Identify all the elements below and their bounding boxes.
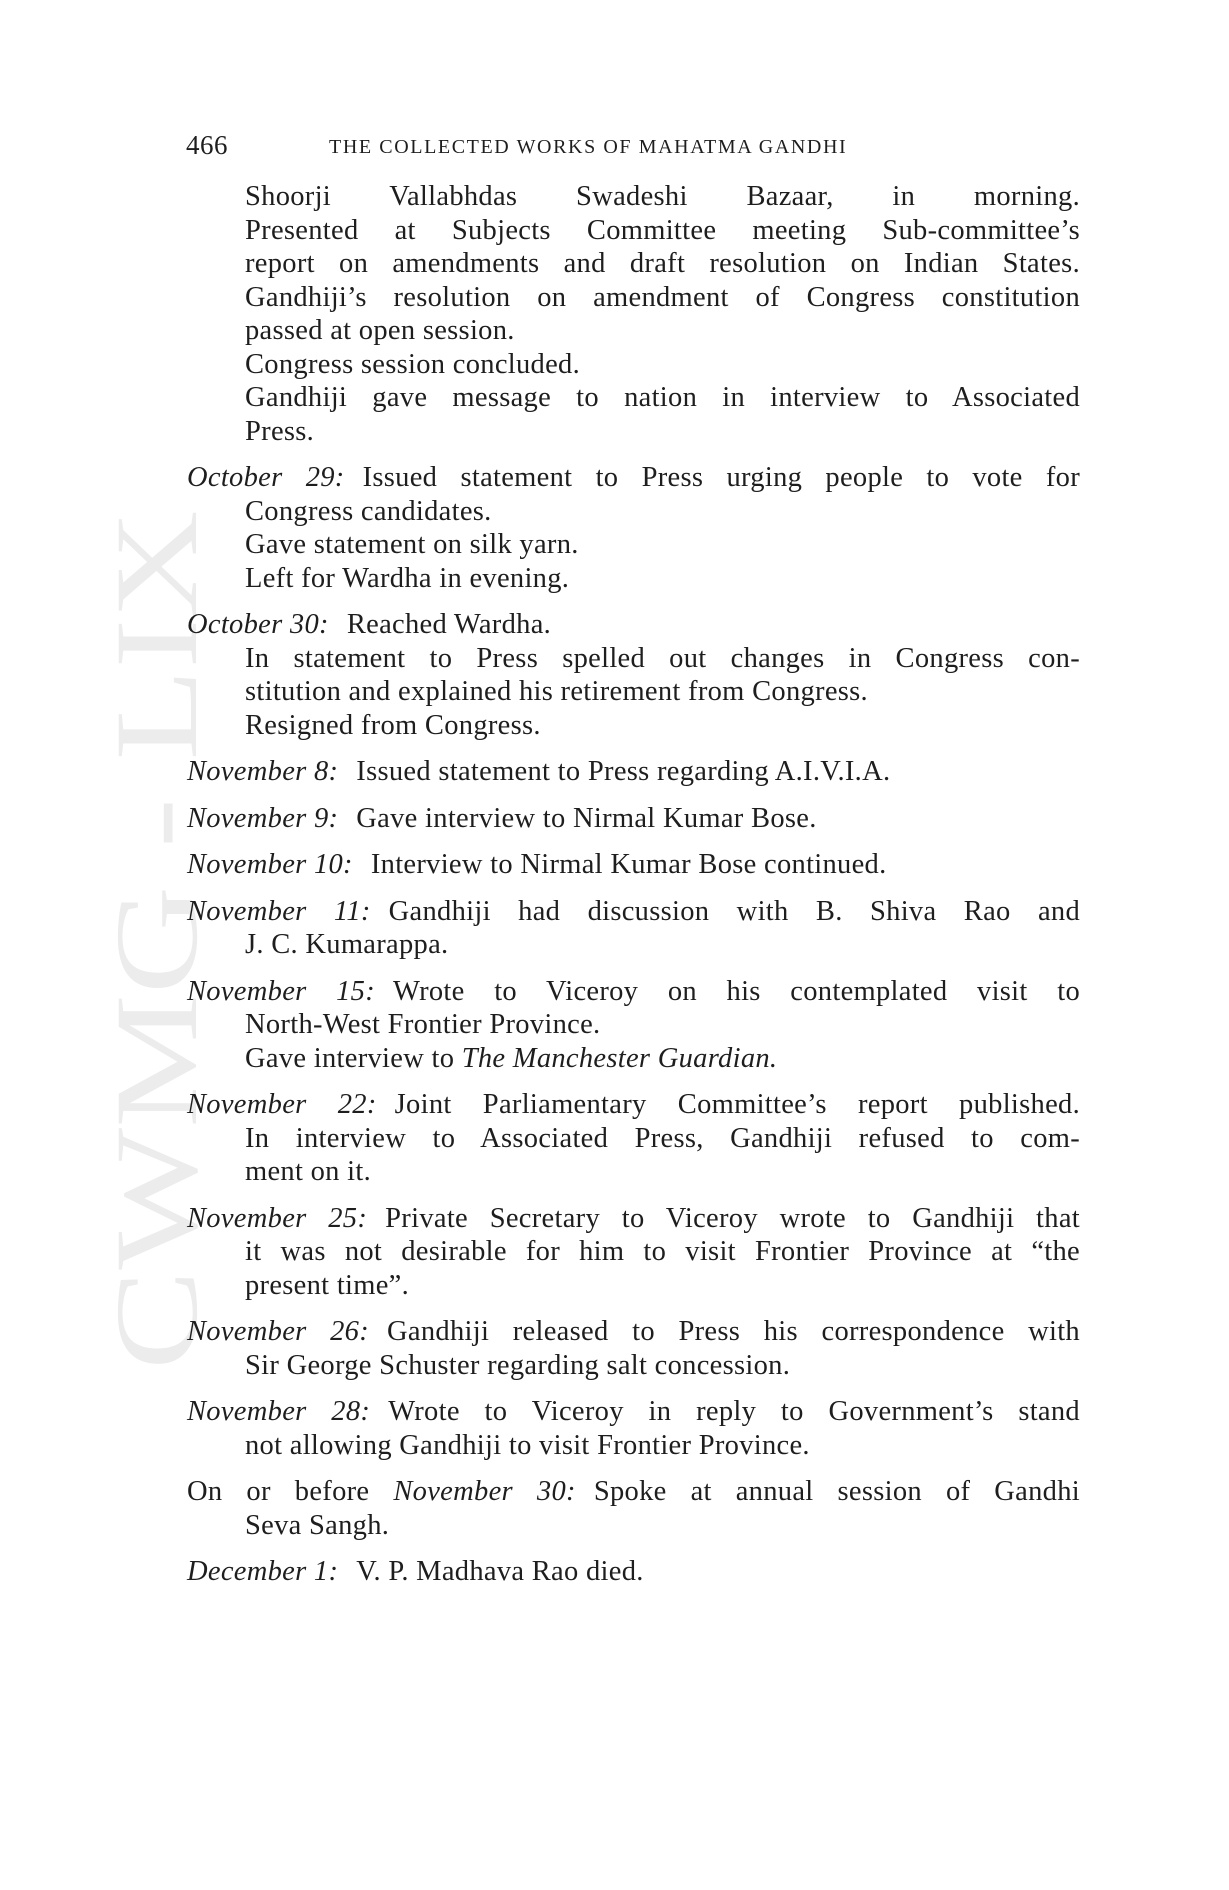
entry-date: November 10:: [187, 849, 353, 880]
entry-text: present time”.: [245, 1269, 410, 1301]
chronology-entry: [187, 608, 1080, 742]
entry-date: November 11:: [187, 895, 371, 927]
entry-date: November 25:: [187, 1202, 368, 1234]
entry-text: Issued statement to Press urging people to vote for: [362, 462, 1080, 493]
entry-date: November 22:: [187, 1089, 377, 1120]
entry-text: North-West Frontier Province.: [245, 1009, 601, 1040]
entry-date: November 15:: [187, 975, 376, 1007]
entry-text: Gave interview to: [245, 1042, 462, 1074]
entry-date: December 1:: [187, 1556, 339, 1587]
text-line: Shoorji Vallabhdas Swadeshi Bazaar, in morning.: [245, 181, 1080, 212]
entry-text: Spoke at annual session of Gandhi: [593, 1476, 1080, 1507]
entry-text: not allowing Gandhiji to visit Frontier Province.: [245, 1429, 810, 1461]
entry-date: October 30:: [187, 609, 329, 640]
text-line: passed at open session.: [245, 315, 515, 346]
entry-text: Sir George Schuster regarding salt concession.: [245, 1349, 791, 1381]
intro-paragraph: [187, 180, 1080, 448]
entry-date: October 29:: [187, 462, 345, 493]
entry-text: Gave statement on silk yarn.: [245, 529, 579, 560]
text-line: Gandhiji’s resolution on amendment of Congress constitution: [245, 281, 1080, 313]
entry-text: Resigned from Congress.: [245, 709, 541, 741]
entry-text: ment on it.: [245, 1156, 371, 1187]
chronology-entry: [187, 1475, 1080, 1542]
page-number: 466: [186, 130, 228, 160]
text-line: Gandhiji gave message to nation in interview to Associated: [245, 382, 1080, 413]
entry-text: Wrote to Viceroy on his contemplated visit to: [393, 975, 1080, 1007]
chronology-entry: [187, 975, 1080, 1076]
entry-text: In statement to Press spelled out changes in Congress con-: [245, 642, 1080, 674]
entry-text: Seva Sangh.: [245, 1509, 390, 1541]
entry-text: Left for Wardha in evening.: [245, 562, 570, 594]
entry-text-line: [187, 1042, 1080, 1076]
text-line: Presented at Subjects Committee meeting Sub-committee’s: [245, 214, 1080, 246]
chronology-entry: [187, 1315, 1080, 1382]
entry-text: Joint Parliamentary Committee’s report published.: [394, 1089, 1080, 1120]
publication-title: The Manchester Guardian.: [461, 1042, 778, 1074]
entry-date: November 9:: [187, 802, 339, 834]
chronology-entry: [187, 802, 1080, 836]
chronology-entry: [187, 1555, 1080, 1589]
entry-text: Wrote to Viceroy in reply to Government’s stand: [388, 1396, 1080, 1427]
chronology-entry: [187, 1395, 1080, 1462]
entry-text: Gave interview to Nirmal Kumar Bose.: [356, 802, 817, 834]
entry-date: November 8:: [187, 756, 339, 787]
entry-text: J. C. Kumarappa.: [245, 929, 449, 960]
entry-text: Private Secretary to Viceroy wrote to Gandhiji that: [385, 1202, 1080, 1234]
running-head: THE COLLECTED WORKS OF MAHATMA GANDHI: [329, 136, 848, 158]
entry-date-prefix: On or before: [187, 1476, 394, 1507]
entry-text: it was not desirable for him to visit Frontier Province at “the: [245, 1236, 1080, 1267]
entry-date: November 26:: [187, 1316, 370, 1347]
chronology-entry: [187, 848, 1080, 882]
page-header: [186, 130, 1086, 170]
chronology-entry: [187, 895, 1080, 962]
text-line: report on amendments and draft resolution on Indian States.: [245, 248, 1080, 279]
watermark-text: CWMG - LIX: [91, 694, 222, 1370]
entry-date: November 28:: [187, 1396, 371, 1427]
chronology-entry: [187, 1202, 1080, 1303]
entry-text: Congress candidates.: [245, 495, 492, 527]
entry-date: November 30:: [393, 1476, 576, 1507]
entry-text: In interview to Associated Press, Gandhiji refused to com-: [245, 1122, 1080, 1154]
entry-text: Reached Wardha.: [346, 609, 552, 640]
chronology-body: [187, 180, 1080, 1602]
chronology-entry: [187, 1088, 1080, 1189]
entry-text: Gandhiji released to Press his correspondence with: [387, 1316, 1080, 1347]
chronology-entry: [187, 461, 1080, 595]
text-line: Congress session concluded.: [245, 348, 581, 380]
entry-text: Issued statement to Press regarding A.I.V.I.A.: [356, 756, 891, 787]
chronology-entry: [187, 755, 1080, 789]
entry-text: Gandhiji had discussion with B. Shiva Rao and: [388, 895, 1080, 927]
entry-text: stitution and explained his retirement from Congress.: [245, 676, 868, 707]
entry-text: Interview to Nirmal Kumar Bose continued.: [370, 849, 887, 880]
text-line: Press.: [245, 415, 315, 447]
entry-text: V. P. Madhava Rao died.: [356, 1556, 644, 1587]
